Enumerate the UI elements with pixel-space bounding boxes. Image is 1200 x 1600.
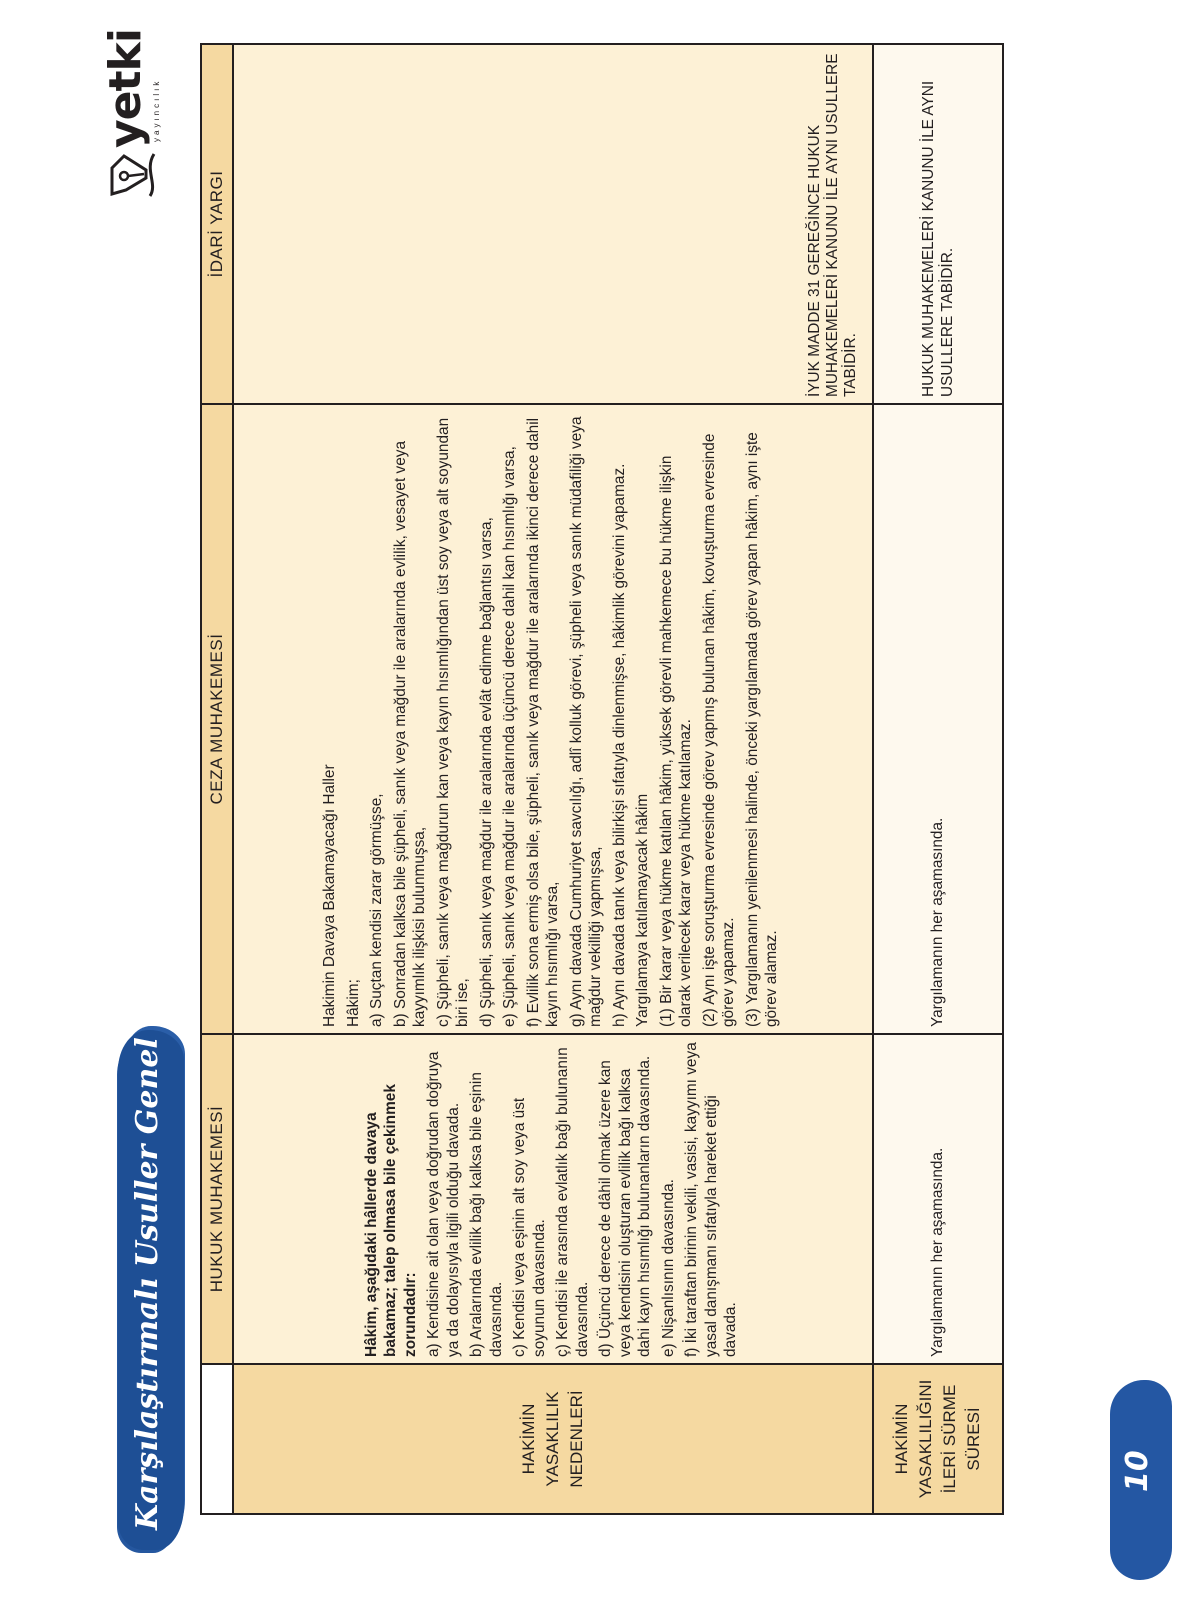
cell-idari-yasaklilik: İYUK MADDE 31 GEREĞİNCE HUKUK MUHAKEMELERİ KANUNU İLE AYNI USULLERE TABİDİR. — [233, 44, 873, 404]
cell-ceza-ileri-surme: Yargılamanın her aşamasında. — [873, 404, 1003, 1034]
cell-hukuk-ileri-surme: Yargılamanın her aşamasında. — [873, 1034, 1003, 1364]
column-header-hukuk: HUKUK MUHAKEMESİ — [201, 1034, 233, 1364]
hukuk-intro: Hâkim, aşağıdaki hâllerde davaya bakamaz; talep olmasa bile çekinmek zorundadır: — [362, 1084, 419, 1357]
logo-subtitle: yayıncılık — [152, 78, 161, 142]
list-item: f) Evlilik sona ermiş olsa bile, şüpheli, sanık veya mağdur ile aralarında ikinci derece dahil kayın hısımlığı varsa, — [524, 417, 562, 1027]
list-item: ç) Kendisi ile arasında evlatlık bağı bulunanın davasında. — [554, 1047, 591, 1357]
list-item: d) Üçüncü derece de dâhil olmak üzere kan veya kendisini oluşturan evlilik bağı kalksa dahi kayın hısımlığı bulunanların davasında. — [597, 1055, 653, 1357]
list-item: c) Şüpheli, sanık veya mağdurun kan veya kayın hısımlığından üst soy veya alt soyundan biri ise, — [434, 417, 472, 1027]
list-item: d) Şüpheli, sanık veya mağdur ile aralarında evlât edinme bağlantısı varsa, — [477, 517, 495, 1027]
publisher-logo — [100, 29, 180, 200]
list-item: (3) Yargılamanın yenilenmesi halinde, önceki yargılamada görev yapan hâkim, aynı işte görev alamaz. — [743, 432, 781, 1027]
list-item: h) Aynı davada tanık veya bilirkişi sıfatıyla dinlenmişse, hâkimlik görevini yapamaz. — [610, 463, 628, 1027]
list-item: (1) Bir karar veya hükme katılan hâkim, yüksek görevli mahkemece bu hükme ilişkin olarak verilecek karar veya hükme katılamaz. — [657, 455, 695, 1027]
column-header-idari: İDARİ YARGI — [201, 44, 233, 404]
table-header-row — [201, 44, 233, 1514]
list-item: g) Aynı davada Cumhuriyet savcılığı, adlî kolluk görevi, şüpheli veya sanık müdafiliği veya mağdur vekilliği yapmışsa, — [567, 416, 605, 1027]
table-corner — [201, 1364, 233, 1514]
cell-idari-ileri-surme: HUKUK MUHAKEMELERİ KANUNU İLE AYNI USULLERE TABİDİR. — [873, 44, 1003, 404]
page-number-badge — [1110, 1380, 1172, 1580]
cell-hukuk-yasaklilik — [233, 1034, 873, 1364]
page-number: 10 — [1120, 1450, 1155, 1492]
list-item: b) Sonradan kalksa bile şüpheli, sanık veya mağdur ile aralarında evlilik, vesayet veya kayyımlık ilişkisi bulunmuşsa, — [391, 440, 429, 1027]
ceza-intro: Hâkim; — [344, 979, 362, 1027]
list-item: a) Kendisine ait olan veya doğrudan doğruya ya da dolayısıyla ilgili olduğu davada. — [425, 1051, 462, 1357]
list-item: (2) Aynı işte soruşturma evresinde görev yapmış bulunan hâkim, kovuşturma evresinde görev yapamaz. — [700, 433, 738, 1027]
comparison-table — [200, 43, 1004, 1515]
column-header-ceza: CEZA MUHAKEMESİ — [201, 404, 233, 1034]
section-title: Karşılaştırmalı Usuller Genel — [130, 1037, 165, 1530]
table-row — [233, 44, 873, 1514]
list-item: e) Şüpheli, sanık veya mağdur ile aralarında üçüncü derece dahil kan hısımlığı varsa, — [501, 446, 519, 1027]
list-item: a) Suçtan kendisi zarar görmüşse, — [368, 793, 386, 1027]
logo-wordmark: yetki — [100, 29, 151, 148]
table-row — [873, 44, 1003, 1514]
row-label-yasaklilik: HAKİMİN YASAKLILIK NEDENLERİ — [233, 1364, 873, 1514]
title-brush-banner — [118, 1030, 184, 1550]
list-item: c) Kendisi veya eşinin alt soy veya üst soyunun davasında. — [511, 1097, 548, 1357]
ceza-heading: Hakimin Davaya Bakamayacağı Haller — [321, 764, 339, 1027]
row-label-ileri-surme: HAKİMİN YASAKLILIĞINI İLERİ SÜRME SÜRESİ — [873, 1364, 1003, 1514]
list-item: b) Aralarında evlilik bağı kalksa bile eşinin davasında. — [468, 1072, 505, 1357]
ceza-sub-heading: Yargılamaya katılamayacak hâkim — [634, 793, 652, 1027]
list-item: f) İki taraftan birinin vekili, vasisi, kayyımı veya yasal danışmanı sıfatıyla hareket ettiği davada. — [683, 1042, 739, 1357]
cell-ceza-yasaklilik — [233, 404, 873, 1034]
list-item: e) Nişanlısının davasında. — [659, 1179, 677, 1357]
pen-nib-icon — [106, 150, 160, 200]
